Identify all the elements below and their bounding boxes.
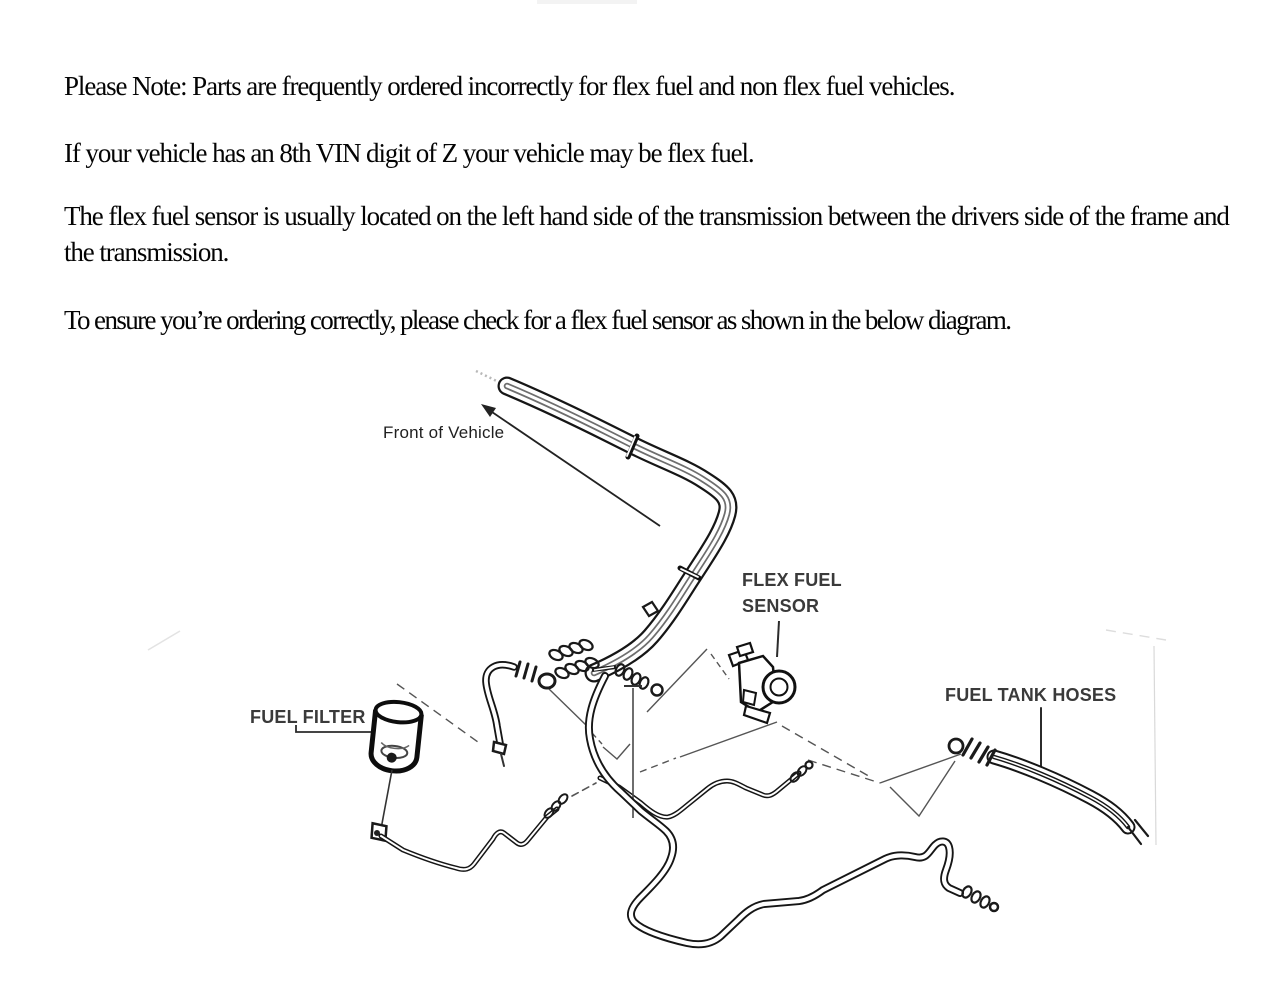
flex-fuel-sensor-drawing [729,621,795,723]
flex-fuel-sensor-label-line2: SENSOR [742,596,820,616]
filter-fuel-line [381,762,813,870]
note-paragraph-3: The flex fuel sensor is usually located on the left hand side of the transmission between the drivers side of the frame and the transmission. [64,201,1229,267]
fuel-tank-hoses-label: FUEL TANK HOSES [945,685,1117,705]
fuel-filter-label: FUEL FILTER [250,707,366,727]
left-curved-hose [486,662,555,766]
construction-lines [397,649,961,816]
fuel-tank-hoses-drawing [949,708,1148,844]
note-paragraph-1: Please Note: Parts are frequently ordered incorrectly for flex fuel and non flex fuel vehicles. [64,71,955,101]
note-paragraph-4: To ensure you’re ordering correctly, please check for a flex fuel sensor as shown in the below diagram. [64,305,1011,335]
flex-fuel-sensor-label-line1: FLEX FUEL [742,570,842,590]
flex-fuel-sensor-label [742,567,842,619]
fuel-filter-drawing [368,700,423,843]
front-of-vehicle-label: Front of Vehicle [383,423,505,442]
fuel-line-bundle [507,386,728,673]
note-paragraph-2: If your vehicle has an 8th VIN digit of Z your vehicle may be flex fuel. [64,138,754,168]
